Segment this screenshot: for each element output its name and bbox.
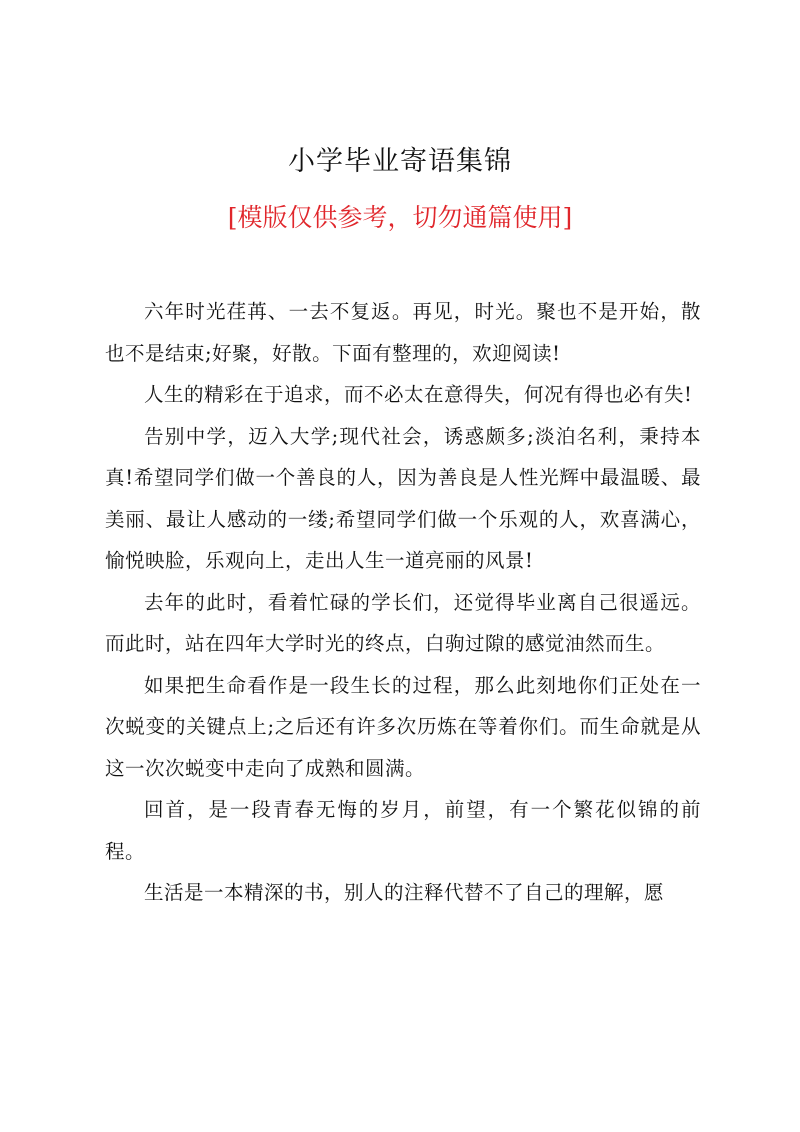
paragraph-1: 六年时光荏苒、一去不复返。再见，时光。聚也不是开始，散也不是结束;好聚，好散。下面有整理的，欢迎阅读!: [105, 300, 701, 365]
paragraph-2: 人生的精彩在于追求，而不必太在意得失，何况有得也必有失!: [144, 383, 693, 406]
paragraph-4: 去年的此时，看着忙碌的学长们，还觉得毕业离自己很遥远。而此时，站在四年大学时光的终点，白驹过隙的感觉油然而生。: [105, 590, 701, 655]
paragraph-7: 生活是一本精深的书，别人的注释代替不了自己的理解，愿: [144, 881, 665, 904]
page-title: 小学毕业寄语集锦: [288, 146, 512, 177]
paragraph-3: 告别中学，迈入大学;现代社会，诱惑颇多;淡泊名利，秉持本真!希望同学们做一个善良的人，因为善良是人性光辉中最温暖、最美丽、最让人感动的一缕;希望同学们做一个乐观的人，欢喜满心，愉悦映脸，乐观向上，走出人生一道亮丽的风景!: [105, 424, 701, 572]
paragraph-5: 如果把生命看作是一段生长的过程，那么此刻地你们正处在一次蜕变的关键点上;之后还有许多次历炼在等着你们。而生命就是从这一次次蜕变中走向了成熟和圆满。: [105, 673, 701, 780]
paragraph-6: 回首，是一段青春无悔的岁月，前望，有一个繁花似锦的前程。: [105, 798, 701, 863]
template-notice: [模版仅供参考，切勿通篇使用]: [227, 203, 573, 232]
document-body: [105, 291, 701, 914]
